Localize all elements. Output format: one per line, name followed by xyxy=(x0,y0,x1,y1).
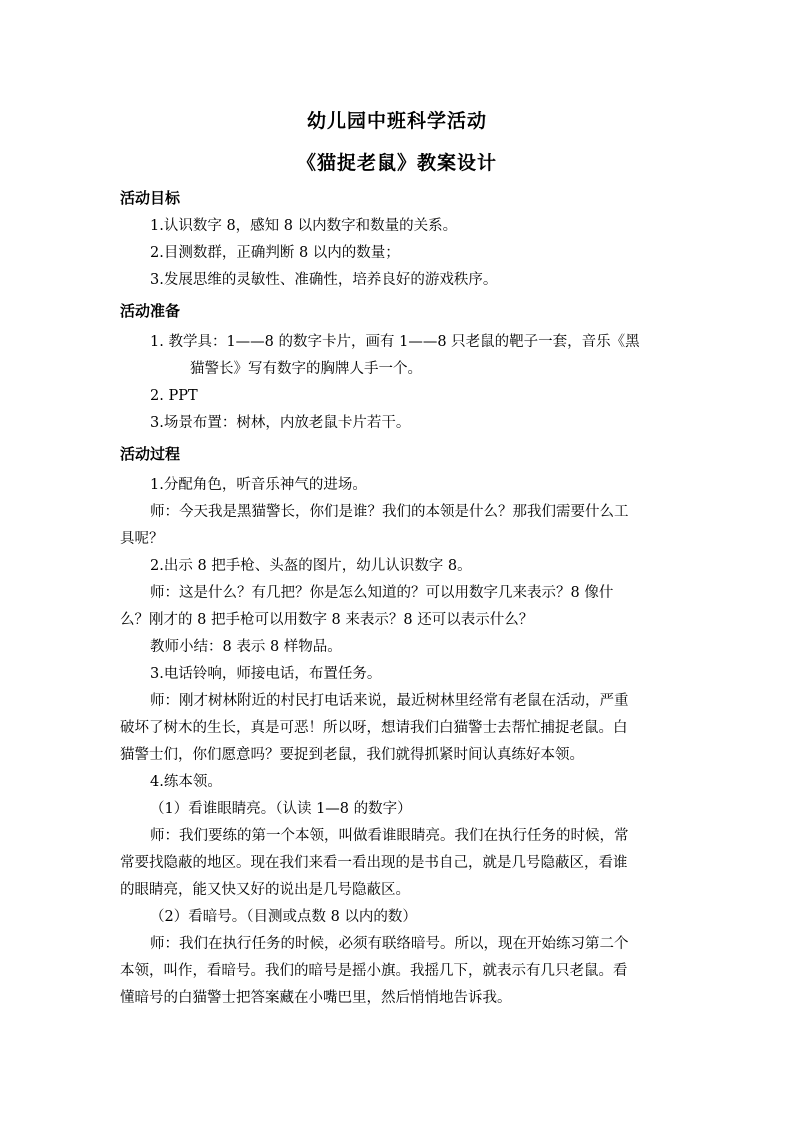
process-line: （1）看谁眼睛亮。（认读 1—8 的数字） xyxy=(150,801,412,817)
process-line: （2）看暗号。（目测或点数 8 以内的数） xyxy=(150,909,417,925)
process-line: 3.电话铃响，师接电话，布置任务。 xyxy=(150,666,382,682)
prep-item-continuation: 猫警长》写有数字的胸牌人手一个。 xyxy=(190,361,422,377)
process-line: 师：今天我是黑猫警长，你们是谁？我们的本领是什么？那我们需要什么工 xyxy=(150,504,629,520)
process-line: 2.出示 8 把手枪、头盔的图片，幼儿认识数字 8。 xyxy=(150,558,472,574)
goal-item: 1.认识数字 8，感知 8 以内数字和数量的关系。 xyxy=(150,218,458,234)
document-title-line2: 《猫捉老鼠》教案设计 xyxy=(296,152,497,174)
process-line: 猫警士们，你们愿意吗？要捉到老鼠，我们就得抓紧时间认真练好本领。 xyxy=(120,747,584,763)
process-line: 4.练本领。 xyxy=(150,774,222,790)
process-line: 师：我们在执行任务的时候，必须有联络暗号。所以，现在开始练习第二个 xyxy=(150,936,629,952)
process-line: 1.分配角色，听音乐神气的进场。 xyxy=(150,477,367,493)
process-line: 具呢？ xyxy=(120,531,164,547)
goal-item: 2.目测数群，正确判断 8 以内的数量； xyxy=(150,245,400,261)
process-line: 破坏了树木的生长，真是可恶！所以呀，想请我们白猫警士去帮忙捕捉老鼠。白 xyxy=(120,720,628,736)
document-title-line1: 幼儿园中班科学活动 xyxy=(306,110,487,132)
process-line: 师：刚才树林附近的村民打电话来说，最近树林里经常有老鼠在活动，严重 xyxy=(150,693,629,709)
process-line: 师：我们要练的第一个本领，叫做看谁眼睛亮。我们在执行任务的时候，常 xyxy=(150,828,629,844)
process-line: 常要找隐蔽的地区。现在我们来看一看出现的是书自己，就是几号隐蔽区，看谁 xyxy=(120,855,628,871)
prep-item: 2. PPT xyxy=(150,388,198,404)
section-heading-prep: 活动准备 xyxy=(120,302,181,320)
process-line: 师：这是什么？有几把？你是怎么知道的？可以用数字几来表示？8 像什 xyxy=(150,585,614,601)
process-line: 教师小结：8 表示 8 样物品。 xyxy=(150,639,342,655)
process-line: 么？刚才的 8 把手枪可以用数字 8 来表示？8 还可以表示什么？ xyxy=(120,612,534,628)
goal-item: 3.发展思维的灵敏性、准确性，培养良好的游戏秩序。 xyxy=(150,272,498,288)
process-line: 懂暗号的白猫警士把答案藏在小嘴巴里，然后悄悄地告诉我。 xyxy=(120,990,512,1006)
prep-item: 1. 教学具：1——8 的数字卡片，画有 1——8 只老鼠的靶子一套，音乐《黑 xyxy=(150,334,640,350)
process-line: 本领，叫作，看暗号。我们的暗号是摇小旗。我摇几下，就表示有几只老鼠。看 xyxy=(120,963,628,979)
prep-item: 3.场景布置：树林，内放老鼠卡片若干。 xyxy=(150,415,411,431)
process-line: 的眼睛亮，能又快又好的说出是几号隐蔽区。 xyxy=(120,882,410,898)
section-heading-goals: 活动目标 xyxy=(120,189,181,207)
section-heading-process: 活动过程 xyxy=(120,445,181,463)
